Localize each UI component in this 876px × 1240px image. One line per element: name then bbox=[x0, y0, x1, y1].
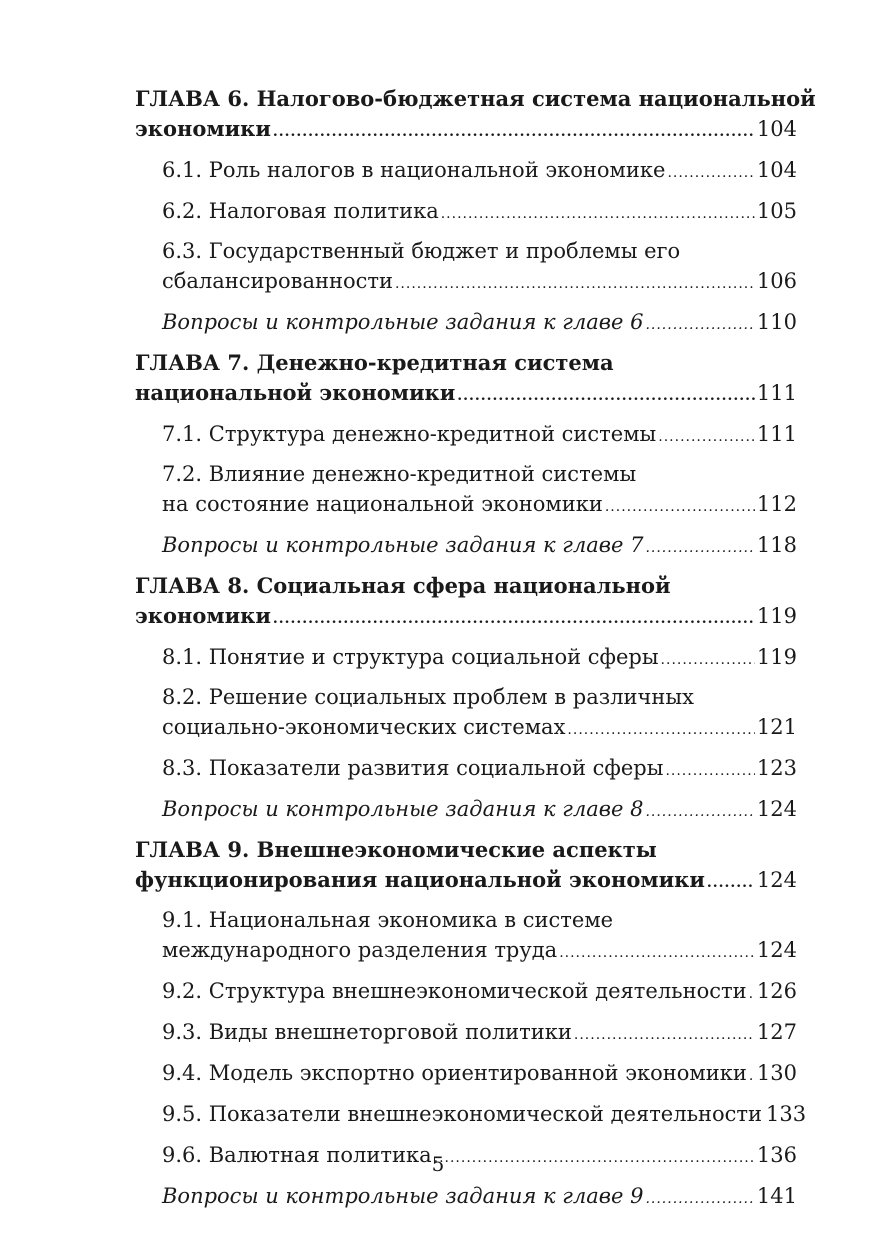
leader-dots bbox=[395, 269, 755, 299]
page-ref: 136 bbox=[756, 1143, 797, 1167]
section-7-2-entry[interactable] bbox=[135, 459, 797, 522]
section-8-3-entry[interactable] bbox=[135, 753, 797, 786]
page-ref: 112 bbox=[756, 492, 797, 516]
chapter-6-entry[interactable] bbox=[135, 84, 816, 147]
section-title-cont: социально-экономических системах bbox=[162, 715, 566, 739]
section-title: 7.1. Структура денежно-кредитной системы bbox=[162, 422, 657, 446]
page-ref: 118 bbox=[756, 533, 797, 557]
section-title-cont: международного разделения труда bbox=[162, 938, 558, 962]
section-title: 8.2. Решение социальных проблем в различных bbox=[162, 685, 694, 709]
section-title-cont: сбалансированности bbox=[162, 269, 393, 293]
leader-dots bbox=[665, 756, 754, 786]
section-6-3-entry[interactable] bbox=[135, 236, 797, 299]
section-9-1-entry[interactable] bbox=[135, 905, 797, 968]
leader-dots bbox=[567, 715, 754, 745]
leader-dots bbox=[645, 1184, 754, 1214]
questions-ch8-entry[interactable] bbox=[135, 794, 797, 827]
questions-ch9-entry[interactable] bbox=[135, 1181, 797, 1214]
chapter-title-cont: функционирования национальной экономики bbox=[135, 867, 705, 892]
page-ref: 126 bbox=[756, 979, 797, 1003]
leader-dots bbox=[645, 310, 754, 340]
section-title: 9.3. Виды внешнеторговой политики bbox=[162, 1020, 572, 1044]
chapter-title-cont: национальной экономики bbox=[135, 380, 456, 405]
section-title: 7.2. Влияние денежно-кредитной системы bbox=[162, 462, 637, 486]
questions-title: Вопросы и контрольные задания к главе 6 bbox=[162, 310, 644, 334]
chapter-7-entry[interactable] bbox=[135, 348, 797, 411]
page-ref: 124 bbox=[756, 868, 797, 892]
section-title: 9.5. Показатели внешнеэкономической деятельности bbox=[162, 1102, 763, 1126]
section-title: 8.1. Понятие и структура социальной сферы bbox=[162, 645, 659, 669]
questions-ch6-entry[interactable] bbox=[135, 307, 797, 340]
chapter-9-entry[interactable] bbox=[135, 835, 797, 898]
page-ref: 106 bbox=[756, 269, 797, 293]
leader-dots bbox=[457, 381, 755, 411]
page-number: 5 bbox=[431, 1152, 445, 1176]
leader-dots bbox=[658, 422, 755, 452]
leader-dots bbox=[441, 199, 755, 229]
questions-title: Вопросы и контрольные задания к главе 7 bbox=[162, 533, 644, 557]
chapter-title: ГЛАВА 6. Налогово-бюджетная система национальной bbox=[135, 86, 816, 111]
page-ref: 111 bbox=[756, 381, 797, 405]
page-ref: 104 bbox=[756, 158, 797, 182]
section-title: 6.3. Государственный бюджет и проблемы его bbox=[162, 239, 681, 263]
page-ref: 119 bbox=[756, 645, 797, 669]
page-ref: 110 bbox=[756, 310, 797, 334]
page-ref: 119 bbox=[756, 604, 797, 628]
leader-dots bbox=[559, 938, 755, 968]
chapter-title: ГЛАВА 7. Денежно-кредитная система bbox=[135, 350, 614, 375]
leader-dots bbox=[574, 1020, 755, 1050]
leader-dots bbox=[273, 117, 755, 147]
chapter-title-cont: экономики bbox=[135, 116, 271, 141]
leader-dots bbox=[707, 868, 755, 898]
page-ref: 121 bbox=[756, 715, 797, 739]
section-8-2-entry[interactable] bbox=[135, 682, 797, 745]
section-title: 6.1. Роль налогов в национальной экономике bbox=[162, 158, 666, 182]
page-ref: 127 bbox=[756, 1020, 797, 1044]
section-8-1-entry[interactable] bbox=[135, 642, 797, 675]
section-title: 9.4. Модель экспортно ориентированной экономики bbox=[162, 1061, 747, 1085]
leader-dots bbox=[645, 797, 754, 827]
chapter-title: ГЛАВА 8. Социальная сфера национальной bbox=[135, 573, 671, 598]
questions-title: Вопросы и контрольные задания к главе 9 bbox=[162, 1184, 644, 1208]
section-title: 9.1. Национальная экономика в системе bbox=[162, 908, 614, 932]
section-6-1-entry[interactable] bbox=[135, 155, 797, 188]
page-ref: 124 bbox=[756, 938, 797, 962]
page-ref: 105 bbox=[756, 199, 797, 223]
leader-dots bbox=[273, 604, 755, 634]
page-ref: 124 bbox=[756, 797, 797, 821]
section-9-5-entry[interactable] bbox=[135, 1099, 807, 1132]
leader-dots bbox=[661, 645, 755, 675]
page-ref: 104 bbox=[756, 117, 797, 141]
section-9-4-entry[interactable] bbox=[135, 1058, 797, 1091]
section-9-3-entry[interactable] bbox=[135, 1017, 797, 1050]
leader-dots bbox=[605, 492, 755, 522]
page-ref: 141 bbox=[756, 1184, 797, 1208]
section-title: 9.2. Структура внешнеэкономической деятельности bbox=[162, 979, 747, 1003]
section-9-2-entry[interactable] bbox=[135, 976, 797, 1009]
chapter-title-cont: экономики bbox=[135, 603, 271, 628]
page-ref: 111 bbox=[756, 422, 797, 446]
questions-title: Вопросы и контрольные задания к главе 8 bbox=[162, 797, 644, 821]
leader-dots bbox=[749, 1061, 755, 1091]
section-7-1-entry[interactable] bbox=[135, 419, 797, 452]
leader-dots bbox=[667, 158, 754, 188]
questions-ch7-entry[interactable] bbox=[135, 530, 797, 563]
leader-dots bbox=[749, 979, 755, 1009]
chapter-title: ГЛАВА 9. Внешнеэкономические аспекты bbox=[135, 837, 657, 862]
leader-dots bbox=[645, 533, 754, 563]
section-title: 6.2. Налоговая политика bbox=[162, 199, 439, 223]
table-of-contents bbox=[135, 82, 816, 1214]
page-ref: 133 bbox=[766, 1102, 807, 1126]
section-6-2-entry[interactable] bbox=[135, 196, 797, 229]
page-ref: 123 bbox=[756, 756, 797, 780]
chapter-8-entry[interactable] bbox=[135, 571, 797, 634]
section-title-cont: на состояние национальной экономики bbox=[162, 492, 603, 516]
page-ref: 130 bbox=[756, 1061, 797, 1085]
section-title: 8.3. Показатели развития социальной сферы bbox=[162, 756, 664, 780]
section-title: 9.6. Валютная политика bbox=[162, 1143, 432, 1167]
